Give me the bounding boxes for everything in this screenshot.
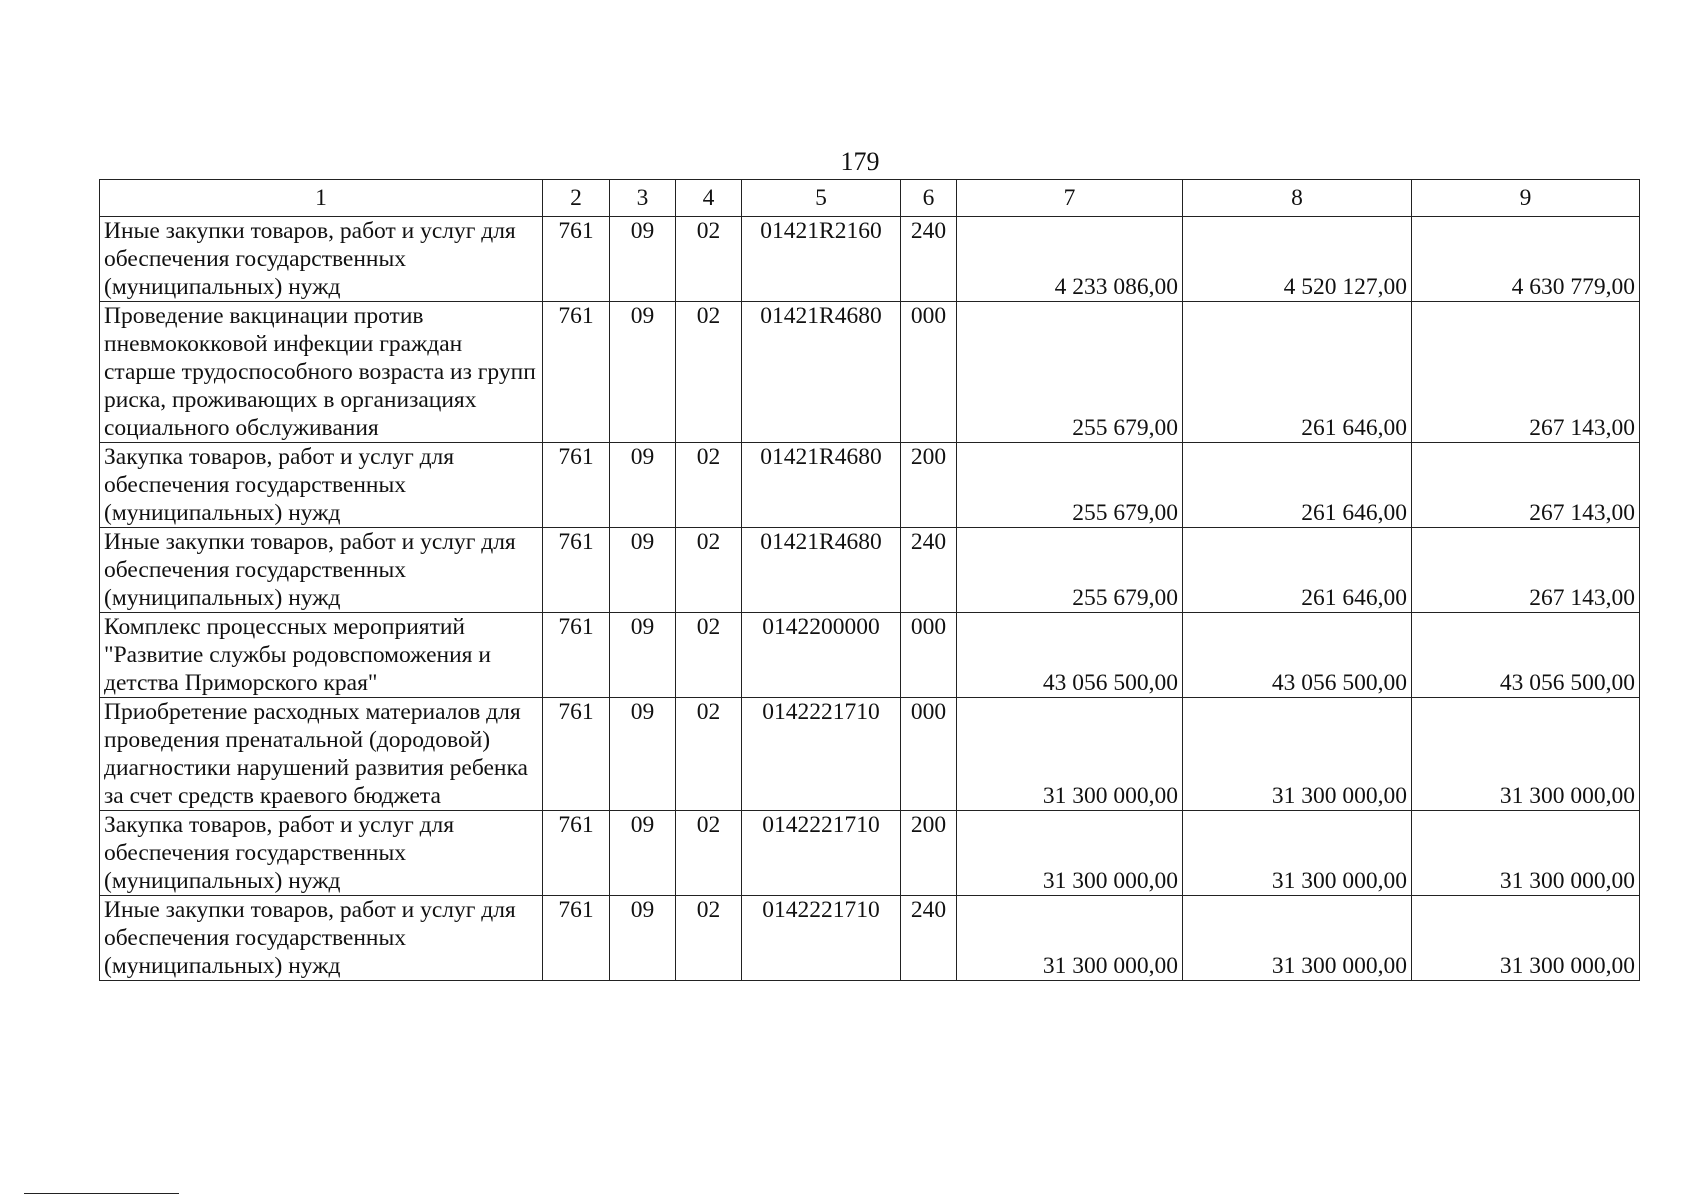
section-code: 09: [610, 217, 676, 302]
ministry-code: 761: [543, 443, 610, 528]
expense-description: Проведение вакцинации против пневмококковой инфекции граждан старше трудоспособного возраста из групп риска, проживающих в организациях социального обслуживания: [100, 302, 543, 443]
section-code: 09: [610, 811, 676, 896]
subsection-code: 02: [676, 443, 742, 528]
expense-description: Закупка товаров, работ и услуг для обеспечения государственных (муниципальных) нужд: [100, 443, 543, 528]
expense-type-code: 000: [901, 613, 957, 698]
column-header: 9: [1412, 180, 1640, 217]
amount-col-7: 255 679,00: [957, 528, 1183, 613]
expense-description: Иные закупки товаров, работ и услуг для обеспечения государственных (муниципальных) нужд: [100, 217, 543, 302]
ministry-code: 761: [543, 896, 610, 981]
amount-col-7: 43 056 500,00: [957, 613, 1183, 698]
table-row: [100, 613, 1640, 698]
section-code: 09: [610, 698, 676, 811]
budget-table: [99, 179, 1640, 981]
table-row: [100, 217, 1640, 302]
target-article-code: 01421R4680: [742, 528, 901, 613]
table-row: [100, 811, 1640, 896]
target-article-code: 0142200000: [742, 613, 901, 698]
section-code: 09: [610, 302, 676, 443]
column-header: 4: [676, 180, 742, 217]
amount-col-8: 43 056 500,00: [1183, 613, 1412, 698]
subsection-code: 02: [676, 811, 742, 896]
amount-col-8: 261 646,00: [1183, 302, 1412, 443]
expense-description: Иные закупки товаров, работ и услуг для обеспечения государственных (муниципальных) нужд: [100, 896, 543, 981]
column-header: 6: [901, 180, 957, 217]
amount-col-7: 31 300 000,00: [957, 896, 1183, 981]
column-header: 7: [957, 180, 1183, 217]
amount-col-8: 261 646,00: [1183, 528, 1412, 613]
expense-type-code: 000: [901, 698, 957, 811]
amount-col-9: 267 143,00: [1412, 528, 1640, 613]
section-code: 09: [610, 443, 676, 528]
amount-col-7: 255 679,00: [957, 302, 1183, 443]
footnote-divider: [24, 1193, 179, 1194]
target-article-code: 0142221710: [742, 811, 901, 896]
subsection-code: 02: [676, 896, 742, 981]
subsection-code: 02: [676, 698, 742, 811]
subsection-code: 02: [676, 302, 742, 443]
expense-type-code: 240: [901, 528, 957, 613]
amount-col-8: 4 520 127,00: [1183, 217, 1412, 302]
section-code: 09: [610, 613, 676, 698]
amount-col-7: 4 233 086,00: [957, 217, 1183, 302]
subsection-code: 02: [676, 528, 742, 613]
amount-col-9: 4 630 779,00: [1412, 217, 1640, 302]
table-row: [100, 698, 1640, 811]
amount-col-9: 267 143,00: [1412, 302, 1640, 443]
amount-col-8: 261 646,00: [1183, 443, 1412, 528]
ministry-code: 761: [543, 528, 610, 613]
expense-type-code: 200: [901, 443, 957, 528]
ministry-code: 761: [543, 217, 610, 302]
column-header: 5: [742, 180, 901, 217]
amount-col-7: 31 300 000,00: [957, 698, 1183, 811]
target-article-code: 01421R2160: [742, 217, 901, 302]
table-row: [100, 528, 1640, 613]
amount-col-7: 255 679,00: [957, 443, 1183, 528]
section-code: 09: [610, 528, 676, 613]
header-row: [100, 180, 1640, 217]
table-row: [100, 302, 1640, 443]
column-header: 2: [543, 180, 610, 217]
subsection-code: 02: [676, 217, 742, 302]
expense-description: Комплекс процессных мероприятий "Развитие службы родовспоможения и детства Приморского края": [100, 613, 543, 698]
target-article-code: 0142221710: [742, 896, 901, 981]
subsection-code: 02: [676, 613, 742, 698]
amount-col-9: 267 143,00: [1412, 443, 1640, 528]
amount-col-8: 31 300 000,00: [1183, 896, 1412, 981]
amount-col-8: 31 300 000,00: [1183, 811, 1412, 896]
expense-description: Закупка товаров, работ и услуг для обеспечения государственных (муниципальных) нужд: [100, 811, 543, 896]
amount-col-9: 31 300 000,00: [1412, 811, 1640, 896]
ministry-code: 761: [543, 613, 610, 698]
column-header: 3: [610, 180, 676, 217]
expense-type-code: 000: [901, 302, 957, 443]
expense-type-code: 240: [901, 896, 957, 981]
amount-col-9: 31 300 000,00: [1412, 698, 1640, 811]
amount-col-8: 31 300 000,00: [1183, 698, 1412, 811]
amount-col-7: 31 300 000,00: [957, 811, 1183, 896]
target-article-code: 01421R4680: [742, 302, 901, 443]
target-article-code: 01421R4680: [742, 443, 901, 528]
column-header: 1: [100, 180, 543, 217]
expense-type-code: 200: [901, 811, 957, 896]
ministry-code: 761: [543, 302, 610, 443]
expense-description: Иные закупки товаров, работ и услуг для обеспечения государственных (муниципальных) нужд: [100, 528, 543, 613]
expense-type-code: 240: [901, 217, 957, 302]
ministry-code: 761: [543, 811, 610, 896]
expense-description: Приобретение расходных материалов для проведения пренатальной (дородовой) диагностики нарушений развития ребенка за счет средств краевого бюджета: [100, 698, 543, 811]
amount-col-9: 31 300 000,00: [1412, 896, 1640, 981]
page-number: 179: [840, 147, 880, 176]
table-row: [100, 443, 1640, 528]
table-row: [100, 896, 1640, 981]
section-code: 09: [610, 896, 676, 981]
column-header: 8: [1183, 180, 1412, 217]
ministry-code: 761: [543, 698, 610, 811]
target-article-code: 0142221710: [742, 698, 901, 811]
amount-col-9: 43 056 500,00: [1412, 613, 1640, 698]
